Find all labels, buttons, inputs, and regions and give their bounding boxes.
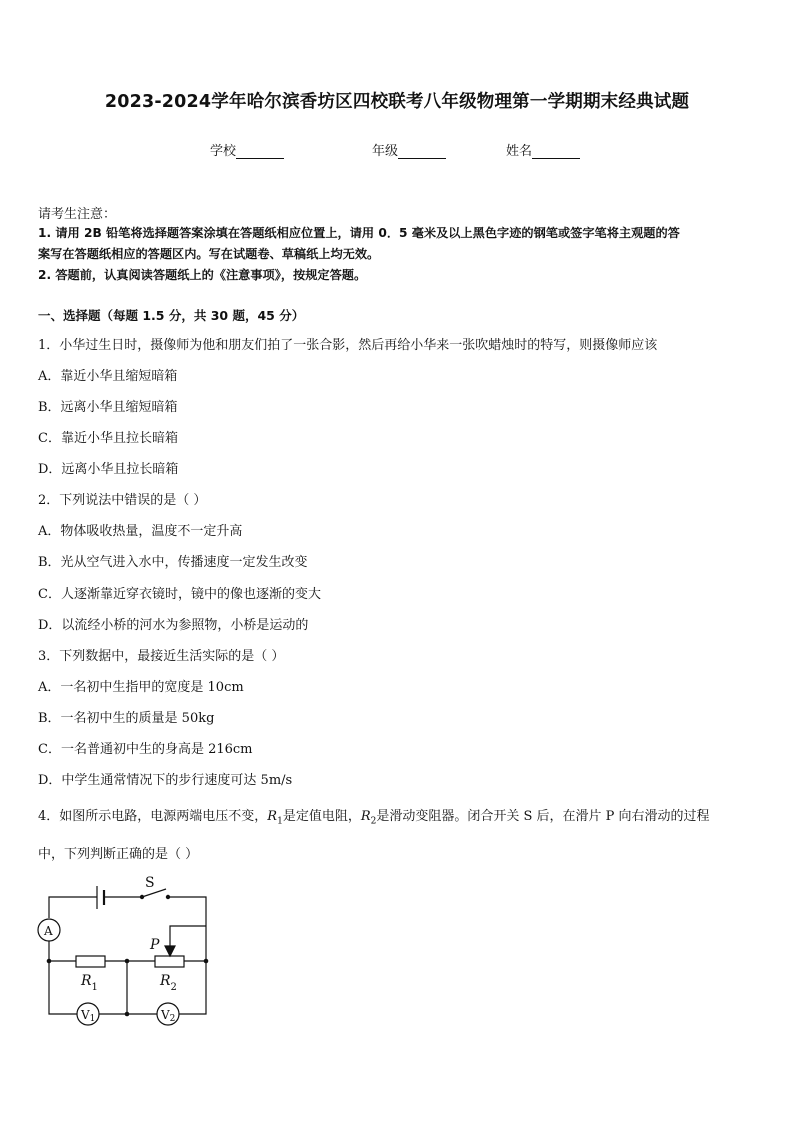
switch-terminal-left <box>140 895 143 898</box>
q3-option-d: D．中学生通常情况下的步行速度可达 5m/s <box>38 773 293 788</box>
q1-option-b: B．远离小华且缩短暗箱 <box>38 400 178 415</box>
name-field <box>506 140 580 159</box>
grade-label: 年级 <box>372 144 399 159</box>
switch-terminal-right <box>166 895 169 898</box>
r2-label: $R_2$ <box>160 973 177 993</box>
v2-label: V2 <box>161 1008 176 1024</box>
q2-option-a: A．物体吸收热量，温度不一定升高 <box>38 524 243 539</box>
section-heading: 一、选择题（每题 1.5 分，共 30 题，45 分） <box>38 308 305 323</box>
q3-option-a: A．一名初中生指甲的宽度是 10cm <box>38 680 244 695</box>
question-1-stem: 1．小华过生日时，摄像师为他和朋友们拍了一张合影，然后再给小华来一张吹蜡烛时的特写，则摄像师应该 <box>38 338 658 353</box>
junction-dot-3 <box>204 959 209 964</box>
q1-option-a: A．靠近小华且缩短暗箱 <box>38 369 178 384</box>
name-blank <box>532 145 580 159</box>
v1-label: V1 <box>81 1008 96 1024</box>
q4-r1-subscript: 1 <box>277 816 283 827</box>
school-field <box>210 140 284 159</box>
q4-r2-symbol: R <box>360 809 371 824</box>
wire-top-right <box>168 897 206 960</box>
q4-r2-subscript: 2 <box>370 816 377 827</box>
notice-item-2: 2. 答题前，认真阅读答题纸上的《注意事项》，按规定答题。 <box>38 268 367 282</box>
wire-bottom-right <box>179 961 206 1014</box>
q1-option-c: C．靠近小华且拉长暗箱 <box>38 431 178 446</box>
q3-option-c: C．一名普通初中生的身高是 216cm <box>38 742 253 757</box>
school-blank <box>236 145 284 159</box>
school-label: 学校 <box>210 144 237 159</box>
resistor-r2 <box>155 956 184 967</box>
q2-option-c: C．人逐渐靠近穿衣镜时，镜中的像也逐渐的变大 <box>38 587 321 602</box>
q4-text-part3: 是滑动变阻器。闭合开关 S 后，在滑片 P 向右滑动的过程 <box>376 809 710 824</box>
wire-top-left <box>49 897 97 918</box>
exam-title: 2023-2024学年哈尔滨香坊区四校联考八年级物理第一学期期末经典试题 <box>104 92 690 112</box>
grade-blank <box>398 145 446 159</box>
junction-dot-1 <box>47 959 52 964</box>
wire-left <box>49 941 77 1014</box>
q2-option-d: D．以流经小桥的河水为参照物，小桥是运动的 <box>38 618 309 633</box>
q4-text-part1: 4．如图所示电路，电源两端电压不变， <box>38 809 268 824</box>
voltmeter-v2-circle <box>157 1003 179 1025</box>
question-2-stem: 2．下列说法中错误的是（ ） <box>38 493 207 508</box>
q4-r1-symbol: R <box>267 809 278 824</box>
q4-text-part2: 是定值电阻， <box>282 809 361 824</box>
notice-item-1a: 1. 请用 2B 铅笔将选择题答案涂填在答题纸相应位置上，请用 0．5 毫米及以上黑色字迹的钢笔或签字笔将主观题的答 <box>38 226 680 240</box>
junction-dot-4 <box>125 1012 130 1017</box>
question-4-stem-line2: 中，下列判断正确的是（ ） <box>38 847 199 862</box>
ammeter-label: A <box>44 924 53 938</box>
resistor-r1 <box>76 956 105 967</box>
slider-wire <box>170 926 206 950</box>
q1-option-d: D．远离小华且拉长暗箱 <box>38 462 179 477</box>
voltmeter-v1-circle <box>77 1003 99 1025</box>
switch-blade <box>142 889 166 897</box>
grade-field <box>372 140 446 159</box>
question-4-stem-line1 <box>38 805 710 827</box>
junction-dot-2 <box>125 959 130 964</box>
slider-label: P <box>150 937 160 953</box>
q3-option-b: B．一名初中生的质量是 50kg <box>38 711 215 726</box>
switch-label: S <box>145 875 155 891</box>
notice-item-1b: 案写在答题纸相应的答题区内。写在试题卷、草稿纸上均无效。 <box>38 247 380 261</box>
name-label: 姓名 <box>506 144 533 159</box>
notice-heading: 请考生注意： <box>38 207 117 222</box>
r1-label: $R_1$ <box>81 973 98 993</box>
question-3-stem: 3．下列数据中，最接近生活实际的是（ ） <box>38 649 285 664</box>
slider-arrowhead <box>165 946 175 956</box>
ammeter-circle <box>38 919 60 941</box>
q2-option-b: B．光从空气进入水中，传播速度一定发生改变 <box>38 555 308 570</box>
